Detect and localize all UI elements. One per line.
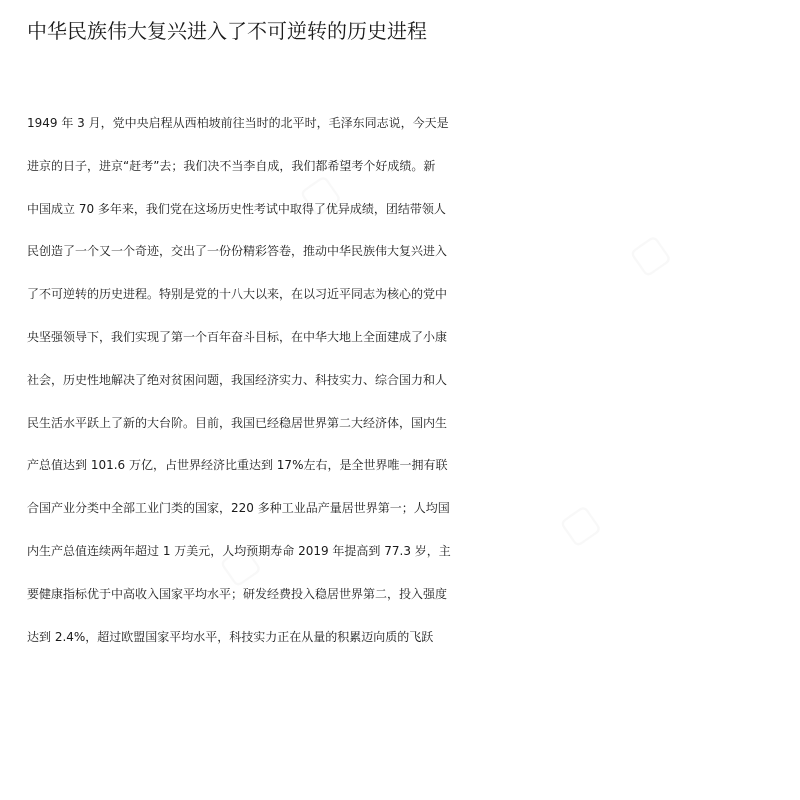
- watermark: ▢: [210, 532, 272, 594]
- text-line: 民创造了一个又一个奇迹，交出了一份份精彩答卷，推动中华民族伟大复兴进入: [27, 244, 448, 259]
- text-line: 1949 年 3 月，党中央启程从西柏坡前往当时的北平时，毛泽东同志说，今天是: [27, 116, 449, 130]
- text-line: 要健康指标优于中高收入国家平均水平；研发经费投入稳居世界第二，投入强度: [27, 586, 448, 601]
- document-title: 中华民族伟大复兴进入了不可逆转的历史进程: [27, 19, 427, 43]
- text-line: 内生产总值连续两年超过 1 万美元，人均预期寿命 2019 年提高到 77.3 岁，主: [27, 543, 451, 558]
- text-line: 央坚强领导下，我们实现了第一个百年奋斗目标，在中华大地上全面建成了小康: [27, 329, 448, 344]
- text-line: 了不可逆转的历史进程。特别是党的十八大以来，在以习近平同志为核心的党中: [27, 287, 448, 302]
- watermark: ▢: [290, 162, 352, 224]
- text-line: 进京的日子，进京“赶考”去；我们决不当李自成，我们都希望考个好成绩。新: [27, 158, 436, 173]
- text-line: 民生活水平跃上了新的大台阶。目前，我国已经稳居世界第二大经济体，国内生: [27, 415, 448, 430]
- text-line: 中国成立 70 多年来，我们党在这场历史性考试中取得了优异成绩，团结带领人: [27, 201, 446, 216]
- text-line: 社会，历史性地解决了绝对贫困问题，我国经济实力、科技实力、综合国力和人: [27, 372, 448, 387]
- text-line: 产总值达到 101.6 万亿，占世界经济比重达到 17%左右，是全世界唯一拥有联: [27, 458, 448, 473]
- text-line: 达到 2.4%，超过欧盟国家平均水平，科技实力正在从量的积累迈向质的飞跃: [27, 629, 434, 644]
- document-body: [27, 102, 787, 658]
- text-line: 合国产业分类中全部工业门类的国家，220 多种工业品产量居世界第一；人均国: [27, 501, 450, 516]
- watermark: ▢: [550, 492, 612, 554]
- watermark: ▢: [620, 222, 682, 284]
